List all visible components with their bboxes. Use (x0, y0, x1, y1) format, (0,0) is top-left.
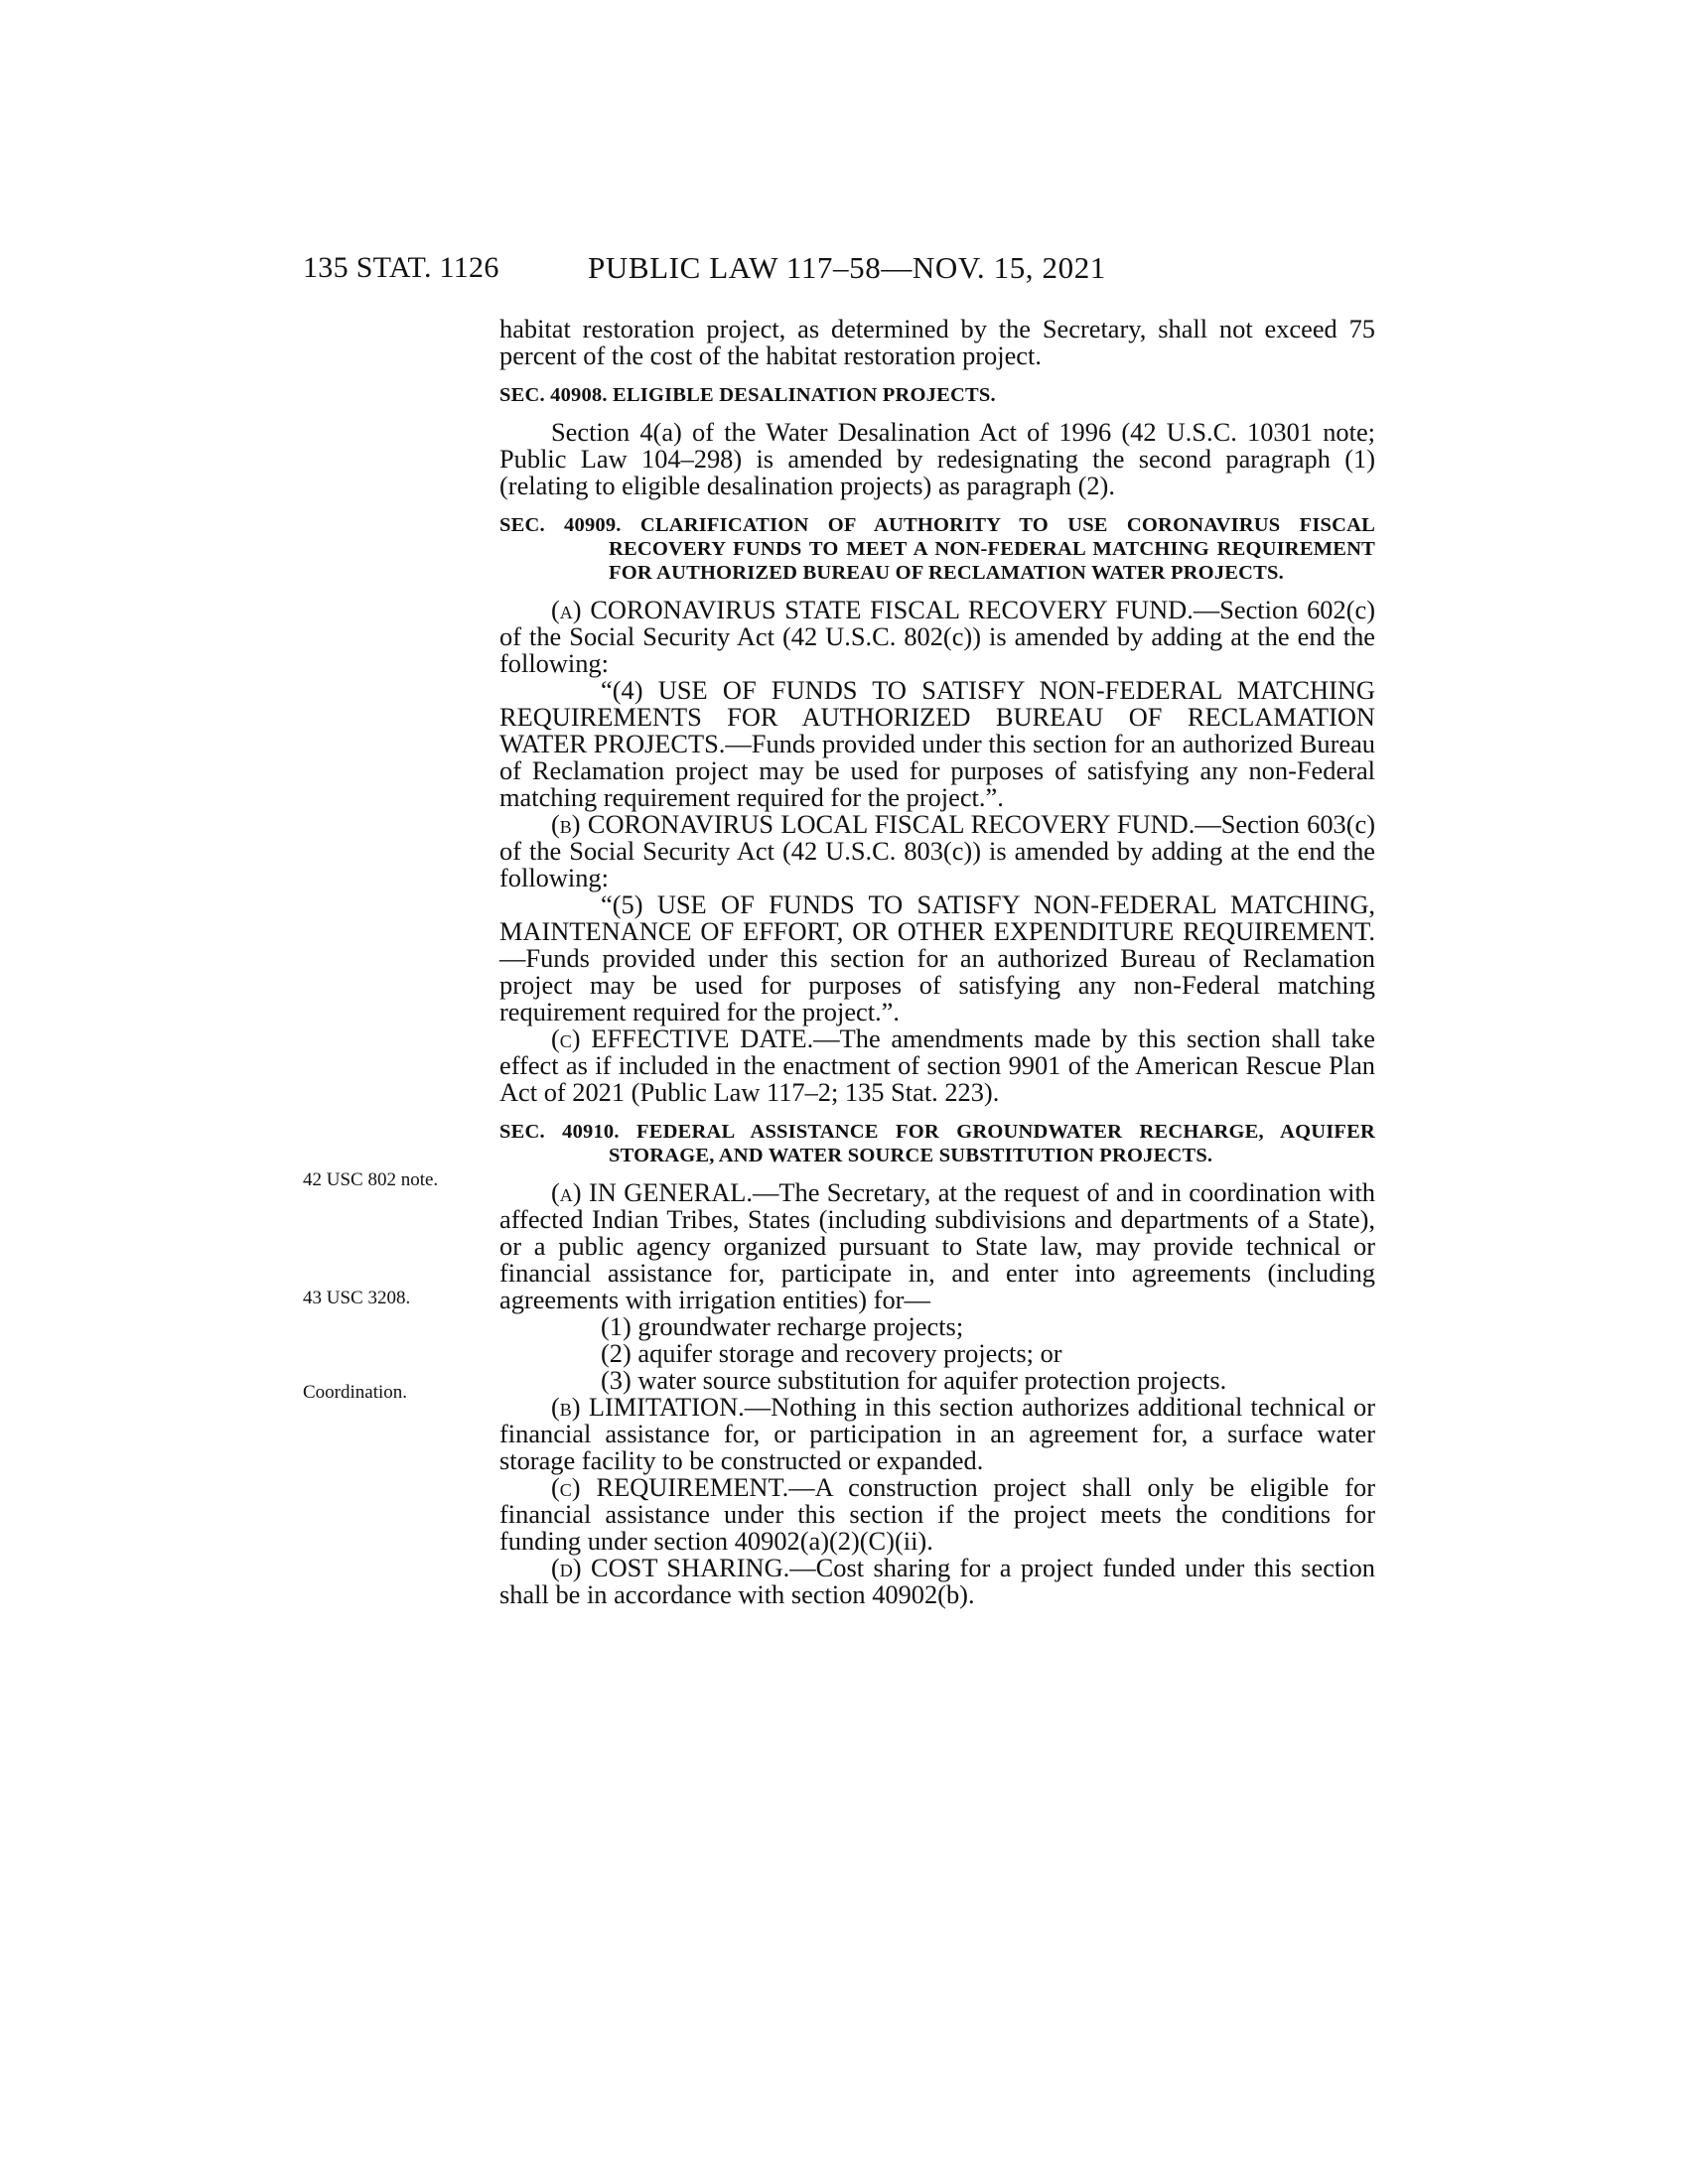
subsection-d-cost-sharing-text: —Cost sharing for a project funded under this section shall be in accordance with section 40902(b). (499, 1553, 1375, 1609)
margin-note-usc-3208: 43 USC 3208. (303, 1288, 411, 1308)
intro-paragraph: habitat restoration project, as determined by the Secretary, shall not exceed 75 percent of the cost of the habitat restoration project. (499, 314, 1375, 370)
quoted-paragraph-5-heading: “(5) USE OF FUNDS TO SATISFY NON-FEDERAL MATCHING, MAINTENANCE OF EFFORT, OR OTHER EXPENDITURE REQUIREMENT. (499, 889, 1375, 946)
subsection-c-heading: (c) EFFECTIVE DATE. (551, 1024, 814, 1053)
page-stat-citation: 135 STAT. 1126 (303, 251, 499, 284)
subsection-b-limitation (499, 1394, 1375, 1474)
subsection-c-text: —The amendments made by this section shall take effect as if included in the enactment of section 9901 of the American Rescue Plan Act of 2021 (Public Law 117–2; 135 Stat. 223). (499, 1024, 1375, 1107)
document-body (499, 316, 1375, 1608)
section-40910-heading: SEC. 40910. FEDERAL ASSISTANCE FOR GROUNDWATER RECHARGE, AQUIFER STORAGE, AND WATER SOURCE SUBSTITUTION PROJECTS. (499, 1121, 1375, 1166)
subsection-c-requirement-text: —A construction project shall only be eligible for financial assistance under this section if the project meets the conditions for funding under section 40902(a)(2)(C)(ii). (499, 1472, 1376, 1556)
subsection-a-in-general-text: —The Secretary, at the request of and in coordination with affected Indian Tribes, States (including subdivisions and departments of a State), or a public agency organized pursuant to State law, may provide technical or financial assistance for, participate in, and enter into agreements (including agreements with irrigation entities) for— (499, 1177, 1375, 1314)
subsection-a-in-general (499, 1179, 1375, 1313)
subsection-a-text: —Section 602(c) of the Social Security Act (42 U.S.C. 802(c)) is amended by adding at the end the following: (499, 595, 1375, 678)
page-running-title: PUBLIC LAW 117–58—NOV. 15, 2021 (588, 250, 1106, 285)
quoted-paragraph-4-text: —Funds provided under this section for an authorized Bureau of Reclamation project may be used for purposes of satisfying any non-Federal matching requirement required for the project.”. (499, 729, 1375, 812)
subsection-b-heading: (b) CORONAVIRUS LOCAL FISCAL RECOVERY FUND. (551, 809, 1196, 839)
subsection-b-text: —Section 603(c) of the Social Security Act (42 U.S.C. 803(c)) is amended by adding at the end the following: (499, 809, 1376, 892)
margin-note-coordination: Coordination. (303, 1382, 408, 1403)
list-item-3: (3) water source substitution for aquifer protection projects. (601, 1365, 1227, 1395)
subsection-c-effective-date (499, 1025, 1375, 1106)
quoted-paragraph-5 (499, 891, 1375, 1025)
section-40908-heading: SEC. 40908. ELIGIBLE DESALINATION PROJECTS. (499, 384, 996, 406)
subsection-d-cost-sharing-heading: (d) COST SHARING. (551, 1553, 790, 1582)
subsection-b-local-fund (499, 811, 1375, 891)
quoted-paragraph-5-text: —Funds provided under this section for an authorized Bureau of Reclamation project may be used for purposes of satisfying any non-Federal matching requirement required for the project.”. (499, 943, 1375, 1026)
section-40909-heading: SEC. 40909. CLARIFICATION OF AUTHORITY TO USE CORONAVIRUS FISCAL RECOVERY FUNDS TO MEET A NON-FEDERAL MATCHING REQUIREMENT FOR AUTHORIZED BUREAU OF RECLAMATION WATER PROJECTS. (499, 514, 1375, 584)
subsection-c-requirement-heading: (c) REQUIREMENT. (551, 1472, 789, 1502)
subsection-a-state-fund (499, 597, 1375, 677)
margin-note-usc-802: 42 USC 802 note. (303, 1169, 439, 1190)
subsection-c-requirement (499, 1474, 1375, 1555)
subsection-b-limitation-heading: (b) LIMITATION. (551, 1392, 745, 1422)
section-40908-text: Section 4(a) of the Water Desalination Act of 1996 (42 U.S.C. 10301 note; Public Law 104–298) is amended by redesignating the second paragraph (1) (relating to eligible desalination projects) as paragraph (2). (499, 417, 1375, 500)
quoted-paragraph-4 (499, 677, 1375, 811)
quoted-paragraph-4-heading: “(4) USE OF FUNDS TO SATISFY NON-FEDERAL MATCHING REQUIREMENTS FOR AUTHORIZED BUREAU OF RECLAMATION WATER PROJECTS. (499, 675, 1375, 758)
subsection-a-heading: (a) CORONAVIRUS STATE FISCAL RECOVERY FUND. (551, 595, 1194, 624)
list-item-1: (1) groundwater recharge projects; (601, 1311, 964, 1341)
subsection-a-in-general-heading: (a) IN GENERAL. (551, 1177, 753, 1207)
subsection-d-cost-sharing (499, 1555, 1375, 1608)
list-item-2: (2) aquifer storage and recovery projects; or (601, 1338, 1062, 1368)
subsection-b-limitation-text: —Nothing in this section authorizes additional technical or financial assistance for, or participation in an agreement for, a surface water storage facility to be constructed or expanded. (499, 1392, 1376, 1475)
